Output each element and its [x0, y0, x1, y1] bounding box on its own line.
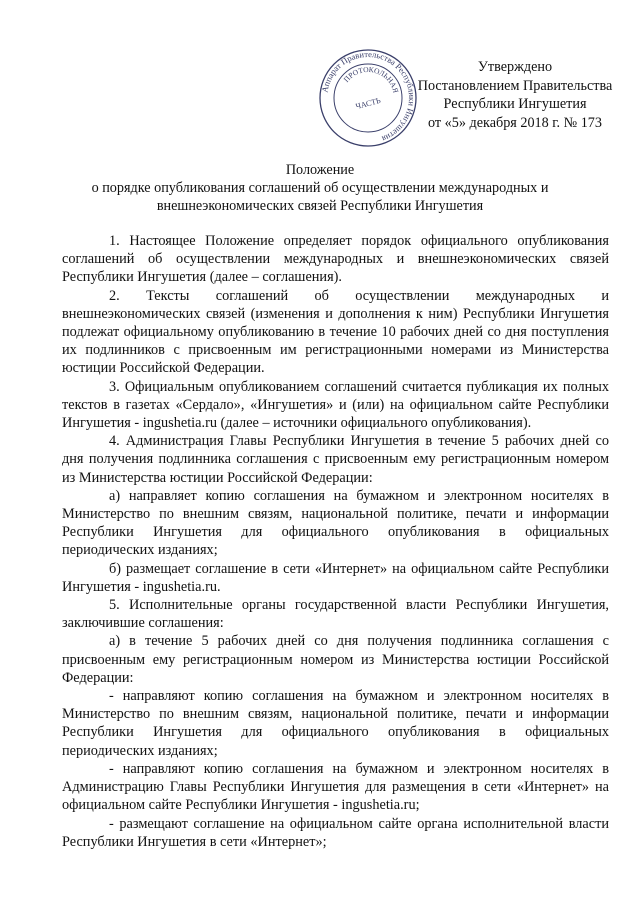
paragraph-1: 1. Настоящее Положение определяет порядок официального опубликования соглашений об осуществлении международных и внешнеэкономических связей Республики Ингушетия (далее – соглашения). — [62, 233, 609, 286]
document-title: Положение — [285, 162, 355, 178]
paragraph-5a-item-3: - размещают соглашение на официальном сайте органа исполнительной власти Республики Ингушетия в сети «Интернет»; — [62, 815, 609, 850]
document-subtitle: о порядке опубликования соглашений об осуществлении международных и внешнеэкономических связей Республики Ингушетия — [91, 180, 549, 214]
stamp-outer-text: Аппарат Правительства Республики Ингушетия — [319, 48, 418, 145]
paragraph-4: 4. Администрация Главы Республики Ингушетия в течение 5 рабочих дней со дня получения подлинника соглашения с присвоенным ему регистрационным номером из Министерства юстиции Российской Федерации: — [62, 433, 609, 486]
stamp-inner-text: ПРОТОКОЛЬНАЯ — [341, 64, 401, 94]
paragraph-4a: а) направляет копию соглашения на бумажном и электронном носителях в Министерство по внешним связям, национальной политике, печати и информации Республики Ингушетия для официального опубликования в официальных периодических изданиях; — [62, 487, 609, 559]
paragraph-5a: а) в течение 5 рабочих дней со дня получения подлинника соглашения с присвоенным ему регистрационным номером из Министерства юстиции Российской Федерации: — [62, 633, 609, 686]
document-title-block — [60, 161, 580, 215]
approval-line-4: от «5» декабря 2018 г. № 173 — [428, 114, 602, 131]
approval-block — [400, 58, 630, 132]
paragraph-3: 3. Официальным опубликованием соглашений считается публикация их полных текстов в газетах «Сердало», «Ингушетия» и (или) на официальном сайте Республики Ингушетия - ingushetia.ru (далее – источники официального опубликования). — [62, 378, 609, 432]
approval-line-3: Республики Ингушетия — [443, 96, 587, 112]
approval-line-2: Постановлением Правительства — [417, 77, 613, 94]
paragraph-4b: б) размещает соглашение в сети «Интернет» на официальном сайте Республики Ингушетия - ingushetia.ru. — [62, 560, 609, 595]
paragraph-5: 5. Исполнительные органы государственной власти Республики Ингушетия, заключившие соглашения: — [62, 597, 609, 632]
document-body — [62, 232, 609, 851]
paragraph-2: 2. Тексты соглашений об осуществлении международных и внешнеэкономических связей (изменения и дополнения к ним) Республики Ингушетия подлежат официальному опубликованию в течение 10 рабочих дней со дня поступления их подлинников с присвоенным им регистрационными номерами из Министерства юстиции Российской Федерации. — [62, 287, 609, 377]
approval-line-1: Утверждено — [477, 59, 553, 75]
paragraph-5a-item-1: - направляют копию соглашения на бумажном и электронном носителях в Министерство по внешним связям, национальной политике, печати и информации Республики Ингушетия для официального опубликования в официальных периодических изданиях; — [62, 688, 609, 759]
stamp-center-text: ЧАСТЬ — [354, 95, 382, 112]
paragraph-5a-item-2: - направляют копию соглашения на бумажном и электронном носителях в Администрацию Главы Республики Ингушетия для размещения в сети «Интернет» на официальном сайте Республики Ингушетия - ingushetia.ru; — [62, 760, 609, 814]
